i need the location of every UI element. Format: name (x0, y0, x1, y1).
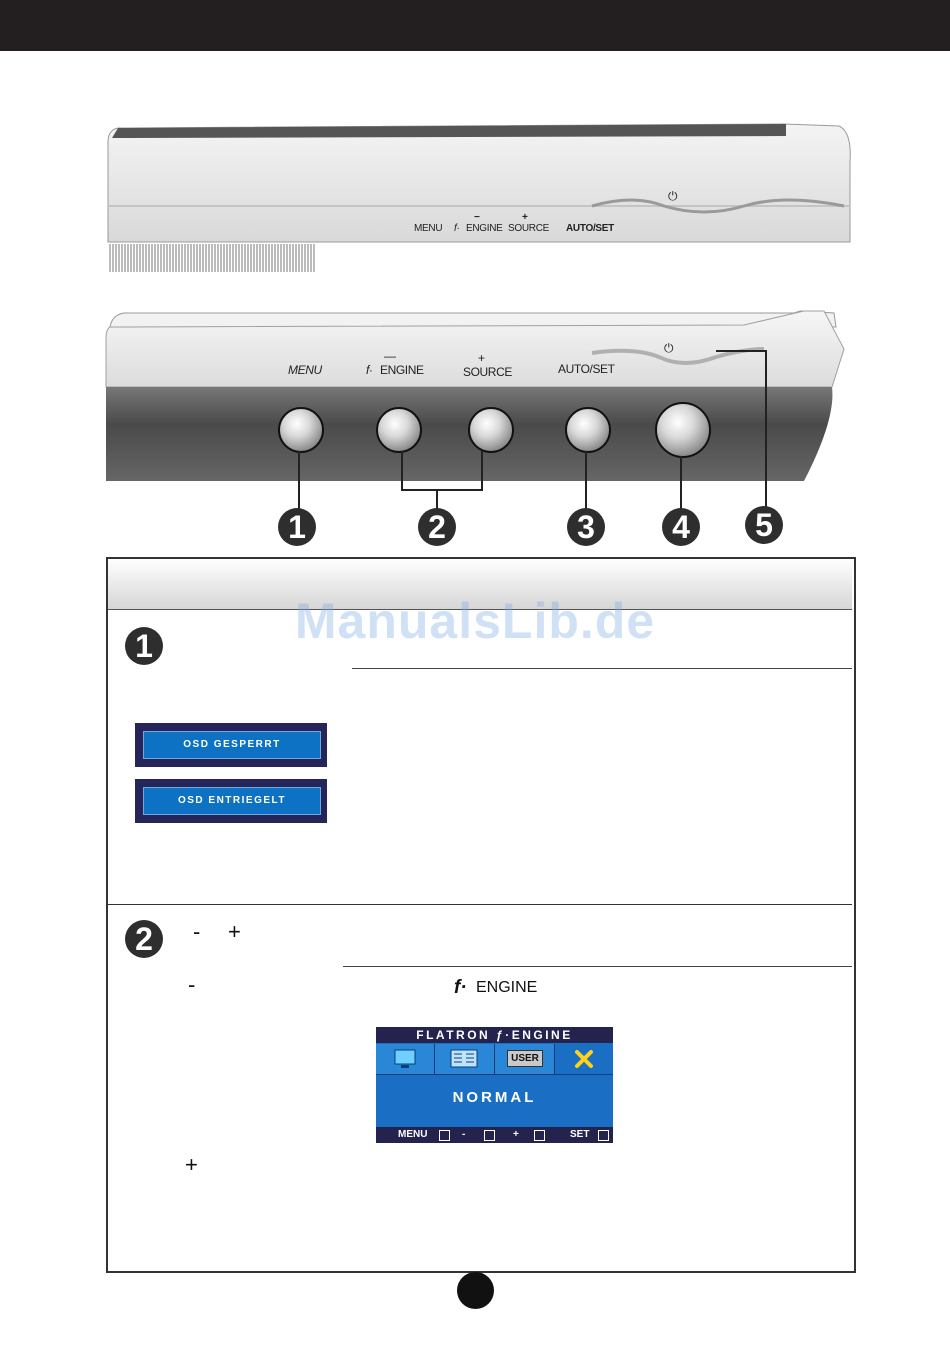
fengine-mode: NORMAL (452, 1089, 537, 1106)
front-source-label: SOURCE (463, 365, 512, 379)
front-autoset-label: AUTO/SET (558, 362, 615, 376)
fengine-label: ENGINE (476, 979, 538, 996)
osd-locked-text: OSD GESPERRT (143, 731, 321, 759)
front-f-prefix: f· (366, 363, 373, 377)
osd-unlocked-text: OSD ENTRIEGELT (143, 787, 321, 815)
section-1-underline (352, 668, 852, 669)
page-number-badge (457, 1272, 494, 1309)
front-power-icon: ⏻ (664, 341, 674, 355)
row-divider (108, 904, 852, 905)
set-key-icon (598, 1130, 609, 1141)
top-engine-label: ENGINE (466, 223, 503, 234)
text-document-icon (435, 1044, 494, 1074)
fengine-key-bar (376, 1127, 613, 1143)
bar-menu-label: MENU (398, 1129, 428, 1140)
top-minus-sign: − (474, 212, 480, 223)
callout-2: 2 (418, 508, 456, 546)
top-power-icon: ⏻ (668, 189, 678, 203)
bar-set: SET (570, 1129, 590, 1140)
osd-locked-box (135, 723, 327, 767)
bar-plus: + (513, 1129, 519, 1140)
user-tab-label: USER (507, 1050, 543, 1067)
monitor-icon (376, 1044, 434, 1074)
top-f-prefix: f· (454, 223, 460, 234)
fengine-f-prefix: f· (454, 977, 467, 998)
callout-5: 5 (745, 506, 783, 544)
plus-function-sign: + (185, 1152, 198, 1177)
front-minus-sign: — (384, 349, 396, 363)
section-2-underline (343, 966, 852, 967)
section-1-number: 1 (125, 627, 163, 665)
callout-1: 1 (278, 508, 316, 546)
top-source-label: SOURCE (508, 223, 549, 234)
tab-user[interactable] (495, 1044, 555, 1075)
fengine-osd-title: FLATRON ƒ·ENGINE (376, 1027, 613, 1043)
callout-connectors (0, 0, 950, 560)
tab-monitor[interactable] (376, 1044, 435, 1075)
right-arrow-icon (534, 1130, 545, 1141)
tab-exit[interactable] (555, 1044, 613, 1075)
callout-3: 3 (567, 508, 605, 546)
exit-x-icon (555, 1044, 613, 1074)
tab-text[interactable] (435, 1044, 495, 1075)
front-engine-label: ENGINE (380, 363, 424, 377)
section-2-number: 2 (125, 920, 163, 958)
section-2-minus: - (193, 919, 201, 944)
bar-minus: - (462, 1129, 466, 1140)
callout-4: 4 (662, 508, 700, 546)
controls-table (106, 557, 856, 1273)
osd-unlocked-box (135, 779, 327, 823)
watermark: ManualsLib.de (294, 593, 656, 649)
top-autoset-label: AUTO/SET (566, 223, 614, 234)
section-2-plus: + (228, 919, 241, 944)
minus-function-sign: - (188, 972, 196, 997)
top-plus-sign: + (522, 212, 528, 223)
menu-key-icon (439, 1130, 450, 1141)
fengine-osd (376, 1027, 613, 1143)
front-plus-sign: + (478, 351, 485, 365)
top-menu-label: MENU (414, 223, 443, 234)
left-arrow-icon (484, 1130, 495, 1141)
front-menu-label: MENU (288, 363, 322, 377)
